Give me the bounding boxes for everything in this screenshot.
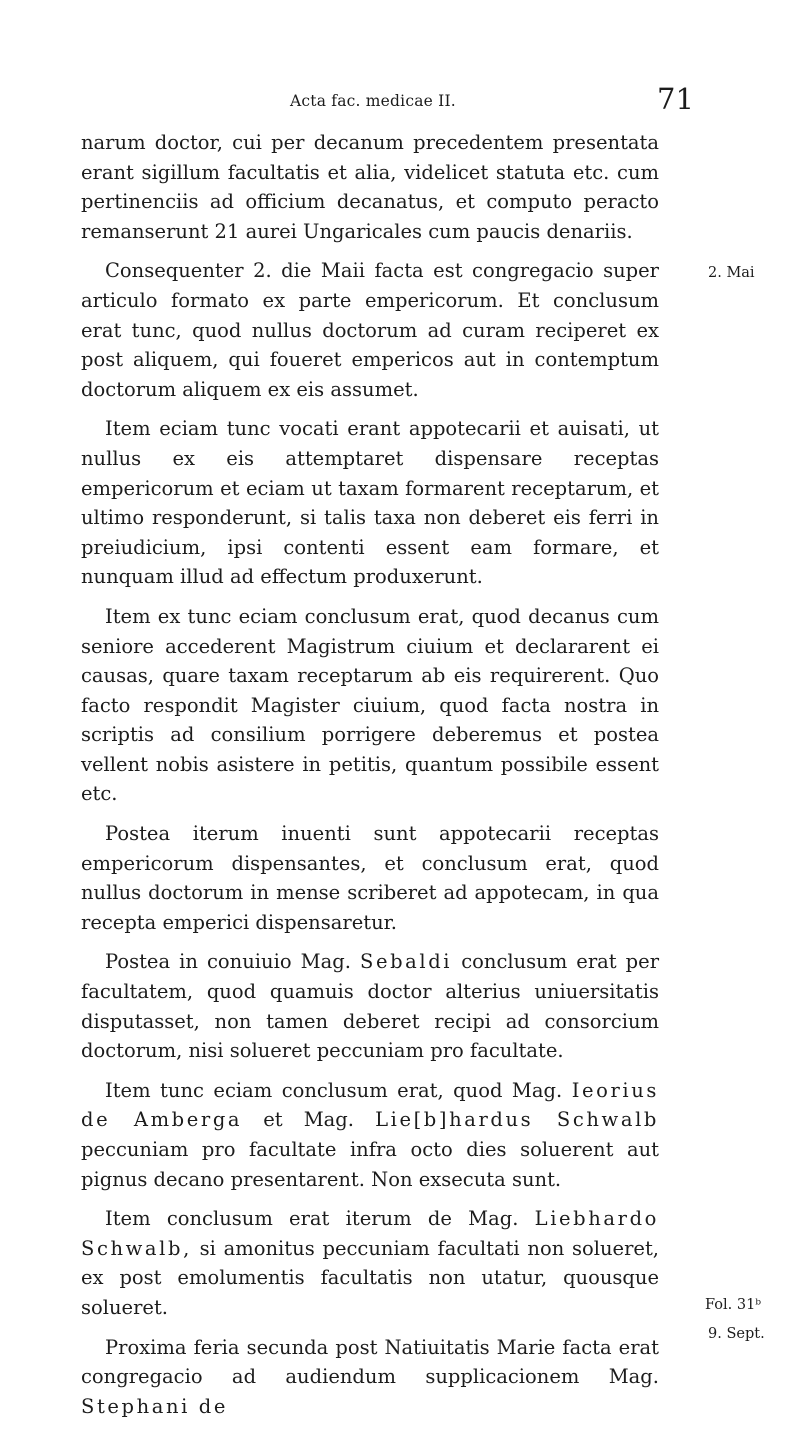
person-name-sebaldus: Sebaldi <box>359 950 453 974</box>
paragraph-9-text-a: Proxima feria secunda post Natiuitatis Marie facta erat congregacio ad audiendum supplicacionem Mag. <box>81 1335 659 1389</box>
paragraph-7-text-b: et Mag. <box>263 1108 354 1132</box>
person-name-liebhardo: Liebhardo Schwalb, <box>81 1207 659 1260</box>
paragraph-5: Postea iterum inuenti sunt appotecarii receptas empericorum dispensantes, et conclusum erat, quod nullus doctorum in mense scriberet ad appotecam, in qua recepta emperici dispensaretur. <box>81 822 659 934</box>
paragraph-7-text-c: peccuniam pro facultate infra octo dies soluerent aut pignus decano presentarent. Non exsecuta sunt. <box>81 1138 659 1191</box>
margin-note-date-may: 2. Mai <box>708 265 755 281</box>
paragraph-8-text-b: si amonitus peccuniam facultati non solueret, ex post emolumentis facultatis non utatur, quousque solueret. <box>81 1236 659 1319</box>
paragraph-9 <box>81 1333 659 1422</box>
paragraph-6 <box>81 947 659 1065</box>
running-title: Acta fac. medicae II. <box>290 92 456 110</box>
paragraph-2: Consequenter 2. die Maii facta est congregacio super articulo formato ex parte empericorum. Et conclusum erat tunc, quod nullus doctorum ad curam reciperet ex post aliquem, qui foueret empericos aut in contemptum doctorum aliquem ex eis assumet. <box>81 259 659 401</box>
person-name-stephanus: Stephani de <box>81 1394 229 1418</box>
paragraph-6-text-b: conclusum erat per facultatem, quod quamuis doctor alterius uniuersitatis disputasset, non tamen deberet recipi ad consorcium doctorum, nisi solueret peccuniam pro facultate. <box>81 950 660 1063</box>
person-name-ieorius: Ieorius de Amberga <box>81 1078 659 1132</box>
paragraph-1: narum doctor, cui per decanum precedentem presentata erant sigillum facultatis et alia, videlicet statuta etc. cum pertinenciis ad officium decanatus, et computo peracto remanserunt 21 aurei Ungaricales cum paucis denariis. <box>81 131 659 243</box>
page-number: 71 <box>657 82 694 116</box>
margin-note-folio: Fol. 31ᵇ <box>705 1297 762 1313</box>
paragraph-3: Item eciam tunc vocati erant appotecarii et auisati, ut nullus ex eis attemptaret dispensare receptas empericorum et eciam ut taxam formarent receptarum, et ultimo responderunt, si talis taxa non deberet eis ferri in preiudicium, ipsi contenti essent eam formare, et nunquam illud ad effectum produxerunt. <box>81 417 659 589</box>
page-header <box>0 80 800 120</box>
paragraph-8 <box>81 1204 659 1322</box>
margin-note-date-sept: 9. Sept. <box>708 1326 765 1342</box>
paragraph-6-text-a: Postea in conuiuio Mag. <box>105 950 351 974</box>
paragraph-8-text-a: Item conclusum erat iterum de Mag. <box>105 1207 519 1231</box>
paragraph-7-text-a: Item tunc eciam conclusum erat, quod Mag. <box>105 1078 563 1102</box>
paragraph-7 <box>81 1076 659 1194</box>
paragraph-4: Item ex tunc eciam conclusum erat, quod decanus cum seniore accederent Magistrum ciuium et declararent ei causas, quare taxam receptarum ab eis requirerent. Quo facto respondit Magister ciuium, quod facta nostra in scriptis ad consilium porrigere deberemus et postea vellent nobis asistere in petitis, quantum possibile essent etc. <box>81 604 659 806</box>
main-text <box>81 128 659 1431</box>
person-name-liebhardus: Lie[b]hardus Schwalb <box>375 1108 659 1132</box>
